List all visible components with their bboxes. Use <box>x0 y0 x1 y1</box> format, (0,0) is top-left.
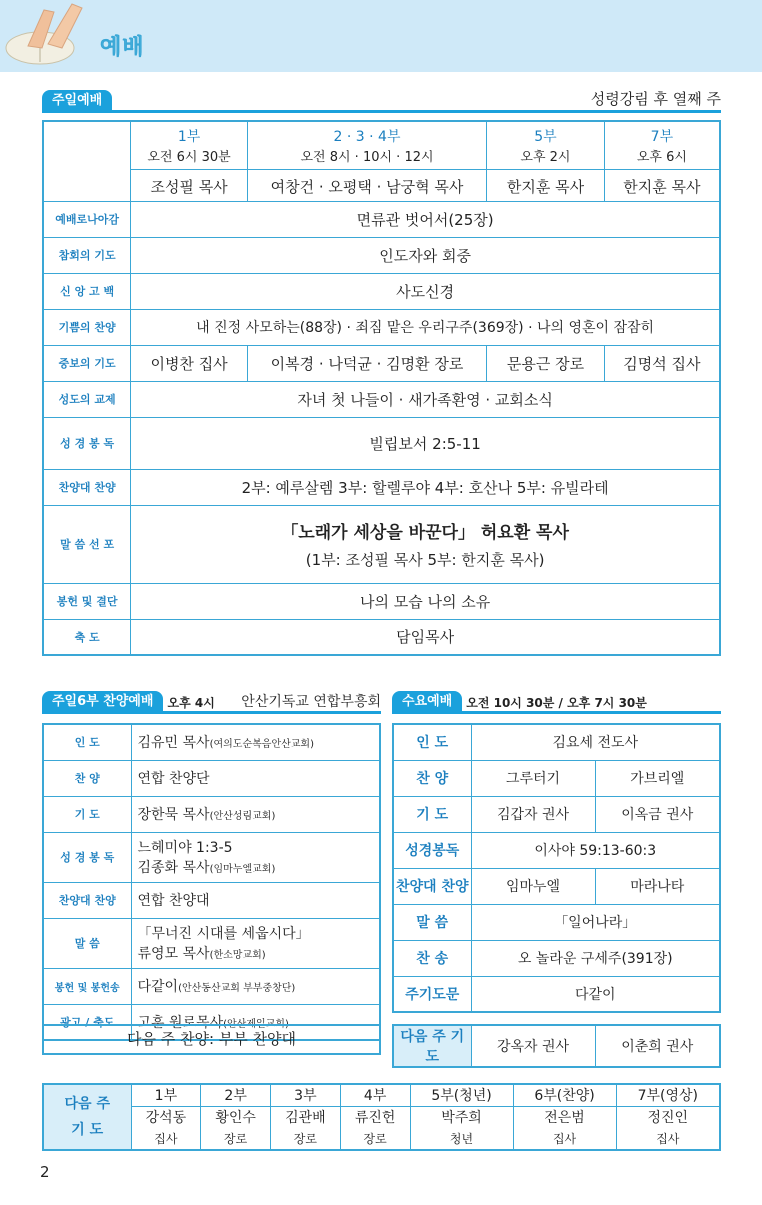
row-label: 찬 송 <box>393 940 471 976</box>
person-name: 전은범 <box>513 1106 616 1128</box>
wednesday-tab <box>392 691 647 713</box>
row-value: 내 진정 사모하는(88장) · 죄짐 맡은 우리구주(369장) · 나의 영혼이 잠잠히 <box>131 309 720 345</box>
row-value: 이사야 59:13-60:3 <box>471 832 720 868</box>
row-note: (안산성림교회) <box>209 811 276 822</box>
row-value: 사도신경 <box>131 273 720 309</box>
row-label: 신 앙 고 백 <box>43 273 131 309</box>
sunday-tab <box>42 90 112 112</box>
row-note: (안산동산교회 부부중창단) <box>178 983 296 994</box>
prayer-value: 김명석 집사 <box>604 345 720 381</box>
page-number: 2 <box>40 1163 50 1181</box>
row-value: 자녀 첫 나들이 · 새가족환영 · 교회소식 <box>131 381 720 417</box>
person-name: 박주희 <box>410 1106 513 1128</box>
row-value: 강옥자 권사 <box>471 1025 595 1067</box>
sunday-subtitle: 성령강림 후 열째 주 <box>590 90 721 108</box>
service-name: 7부 <box>650 128 674 145</box>
corner-cell <box>43 121 131 201</box>
page-header <box>0 0 762 72</box>
praise6-tab <box>42 691 215 713</box>
row-note: (여의도순복음안산교회) <box>209 739 314 751</box>
row-value: 임마누엘 <box>471 868 595 904</box>
row-note: (한소망교회) <box>209 950 266 961</box>
praying-hands-icon <box>0 0 100 72</box>
row-value: 인도자와 회중 <box>131 237 720 273</box>
row-label: 광고 / 축도 <box>43 1004 131 1040</box>
row-label: 다음 주 기도 <box>393 1025 471 1067</box>
next-prayer-label: 다음 주 <box>64 1096 110 1112</box>
row-value: 「일어나라」 <box>471 904 720 940</box>
praise6-org: 안산기독교 연합부흥회 <box>241 694 381 710</box>
row-label: 봉헌 및 결단 <box>43 583 131 619</box>
part-name: 7부(영상) <box>616 1084 720 1106</box>
person-role: 집사 <box>131 1128 201 1150</box>
row-value: 「무너진 시대를 세웁시다」 <box>137 926 310 942</box>
row-label: 인 도 <box>43 724 131 760</box>
row-value: 느헤미야 1:3-5 <box>137 840 233 856</box>
row-note: (안산제일교회) <box>223 1018 289 1030</box>
person-role: 집사 <box>616 1128 720 1150</box>
row-value: 가브리엘 <box>595 760 720 796</box>
part-name: 6부(찬양) <box>513 1084 616 1106</box>
service-leader: 한지훈 목사 <box>605 169 719 197</box>
row-label: 중보의 기도 <box>43 345 131 381</box>
row-value: 그루터기 <box>471 760 595 796</box>
row-label: 찬 양 <box>43 760 131 796</box>
part-name: 3부 <box>271 1084 341 1106</box>
row-value: 마라나타 <box>595 868 720 904</box>
row-label: 성 경 봉 독 <box>43 832 131 882</box>
prayer-value: 이복경 · 나덕균 · 김명환 장로 <box>247 345 486 381</box>
row-value: 다같이 <box>137 979 179 995</box>
row-label: 기쁨의 찬양 <box>43 309 131 345</box>
row-label: 말 씀 <box>393 904 471 940</box>
row-value: 고훈 원로목사 <box>137 1014 224 1031</box>
service-time: 오전 6시 30분 <box>147 149 231 165</box>
row-label: 찬양대 찬양 <box>43 882 131 918</box>
row-value: 담임목사 <box>131 619 720 655</box>
row-value: 이춘희 권사 <box>595 1025 720 1067</box>
prayer-value: 이병찬 집사 <box>131 345 248 381</box>
row-label: 말 씀 선 포 <box>43 505 131 583</box>
row-value: 김갑자 권사 <box>471 796 595 832</box>
wednesday-tab-label: 수요예배 <box>392 691 462 713</box>
service-time: 오전 8시 · 10시 · 12시 <box>300 149 434 165</box>
person-role: 청년 <box>410 1128 513 1150</box>
row-value: 빌립보서 2:5-11 <box>131 417 720 469</box>
row-value: 연합 찬양단 <box>137 771 210 787</box>
row-label: 성경봉독 <box>393 832 471 868</box>
part-name: 5부(청년) <box>410 1084 513 1106</box>
person-name: 황인수 <box>201 1106 271 1128</box>
part-name: 2부 <box>201 1084 271 1106</box>
person-name: 강석동 <box>131 1106 201 1128</box>
service-leader: 조성필 목사 <box>131 169 247 197</box>
sunday-service-table <box>42 120 721 656</box>
row-label: 찬양대 찬양 <box>43 469 131 505</box>
service-time: 오후 2시 <box>520 149 571 165</box>
service-time: 오후 6시 <box>636 149 687 165</box>
row-label: 찬양대 찬양 <box>393 868 471 904</box>
person-role: 장로 <box>201 1128 271 1150</box>
person-name: 류진헌 <box>340 1106 410 1128</box>
row-note: (임마누엘교회) <box>209 864 276 875</box>
row-value: 나의 모습 나의 소유 <box>131 583 720 619</box>
row-value-2: 류영모 목사 <box>137 946 210 962</box>
row-value: 연합 찬양대 <box>137 893 210 909</box>
row-label: 성도의 교제 <box>43 381 131 417</box>
row-value: 장한묵 목사 <box>137 807 210 823</box>
row-label: 축 도 <box>43 619 131 655</box>
praise6-next: 다음 주 찬양: 부부 찬양대 <box>42 1024 381 1055</box>
row-label: 인 도 <box>393 724 471 760</box>
divider <box>392 711 721 714</box>
row-value: 김요세 전도사 <box>471 724 720 760</box>
row-label: 말 씀 <box>43 918 131 968</box>
praise6-tab-label: 주일6부 찬양예배 <box>42 691 163 713</box>
row-label: 참회의 기도 <box>43 237 131 273</box>
wednesday-table <box>392 723 721 1013</box>
praise6-time: 오후 4시 <box>167 695 215 710</box>
row-value: 면류관 벗어서(25장) <box>131 201 720 237</box>
page-title: 예배 <box>100 35 145 60</box>
row-value-2: 김종화 목사 <box>137 860 210 876</box>
row-label: 봉헌 및 봉헌송 <box>43 968 131 1004</box>
part-name: 1부 <box>131 1084 201 1106</box>
service-name: 1부 <box>177 128 201 145</box>
person-role: 장로 <box>271 1128 341 1150</box>
row-label: 예배로나아감 <box>43 201 131 237</box>
divider <box>42 110 721 113</box>
wednesday-time: 오전 10시 30분 / 오후 7시 30분 <box>466 695 647 710</box>
divider <box>42 711 381 714</box>
sermon-title: 「노래가 세상을 바꾼다」 허요환 목사 <box>281 523 569 543</box>
service-name: 2 · 3 · 4부 <box>333 128 401 145</box>
row-label: 기 도 <box>393 796 471 832</box>
row-label: 성 경 봉 독 <box>43 417 131 469</box>
row-label: 주기도문 <box>393 976 471 1012</box>
row-value: 오 놀라운 구세주(391장) <box>471 940 720 976</box>
sermon-sub: (1부: 조성필 목사 5부: 한지훈 목사) <box>305 551 545 569</box>
row-value: 김유민 목사 <box>137 735 210 752</box>
next-prayer-table <box>42 1083 721 1151</box>
person-role: 집사 <box>513 1128 616 1150</box>
service-leader: 한지훈 목사 <box>487 169 604 197</box>
praise6-table <box>42 723 381 1041</box>
row-label: 찬 양 <box>393 760 471 796</box>
row-value: 이옥금 권사 <box>595 796 720 832</box>
next-prayer-label-2: 기 도 <box>71 1122 104 1138</box>
sunday-tab-label: 주일예배 <box>42 90 112 112</box>
row-value: 2부: 예루살렘 3부: 할렐루야 4부: 호산나 5부: 유빌라테 <box>131 469 720 505</box>
person-name: 김관배 <box>271 1106 341 1128</box>
row-value: 다같이 <box>471 976 720 1012</box>
prayer-value: 문용근 장로 <box>487 345 605 381</box>
person-name: 정진인 <box>616 1106 720 1128</box>
service-name: 5부 <box>534 128 557 145</box>
wednesday-next-table <box>392 1024 721 1068</box>
row-label: 기 도 <box>43 796 131 832</box>
person-role: 장로 <box>340 1128 410 1150</box>
part-name: 4부 <box>340 1084 410 1106</box>
service-leader: 여창건 · 오평택 · 남궁혁 목사 <box>248 169 486 197</box>
